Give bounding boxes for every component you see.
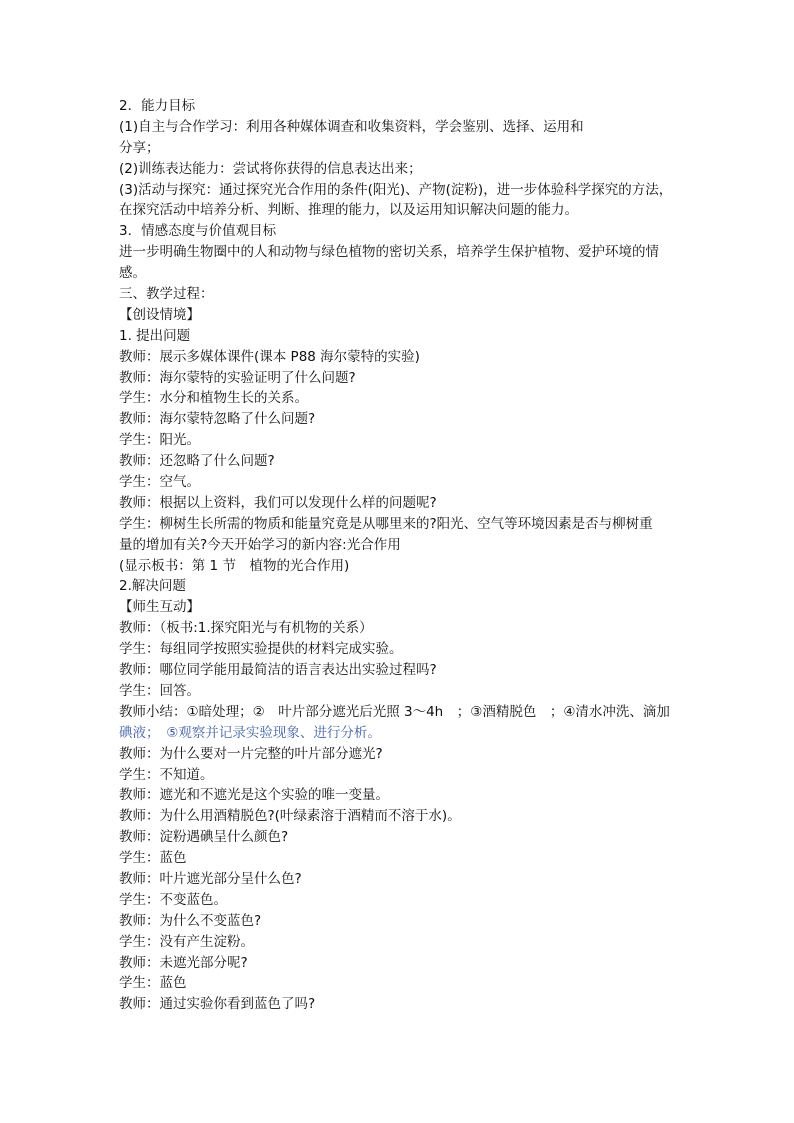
text-line: (3)活动与探究：通过探究光合作用的条件(阳光)、产物(淀粉)，进一步体验科学探究的方法， — [119, 181, 673, 198]
text-line: 感。 — [119, 265, 146, 282]
text-line: 在探究活动中培养分析、判断、推理的能力，以及运用知识解决问题的能力。 — [119, 202, 578, 219]
text-line: 教师：展示多媒体课件(课本 P88 海尔蒙特的实验) — [119, 348, 420, 365]
text-line: 教师：哪位同学能用最简洁的语言表达出实验过程吗? — [119, 662, 437, 679]
text-line: 学生：蓝色 — [119, 850, 187, 867]
text-line: 分享； — [119, 139, 160, 156]
text-line: 【创设情境】 — [119, 306, 200, 323]
text-line: 教师：海尔蒙特的实验证明了什么问题? — [119, 369, 356, 386]
text-line: 量的增加有关?今天开始学习的新内容:光合作用 — [119, 536, 401, 553]
text-line: 进一步明确生物圈中的人和动物与绿色植物的密切关系，培养学生保护植物、爱护环境的情 — [119, 244, 659, 261]
text-line: 三、教学过程： — [119, 286, 214, 303]
text-line: 教师：为什么要对一片完整的叶片部分遮光? — [119, 745, 383, 762]
text-line: (1)自主与合作学习：利用各种媒体调查和收集资料，学会鉴别、选择、运用和 — [119, 118, 584, 135]
text-line: 教师：遮光和不遮光是这个实验的唯一变量。 — [119, 787, 389, 804]
document-body — [119, 96, 679, 1015]
text-line: 2．能力目标 — [119, 98, 196, 114]
text-line: 【师生互动】 — [119, 599, 200, 616]
text-line: 3．情感态度与价值观目标 — [119, 223, 277, 240]
text-line: 学生：不变蓝色。 — [119, 891, 227, 908]
text-line: 学生：每组同学按照实验提供的材料完成实验。 — [119, 641, 403, 658]
text-line: 教师：淀粉遇碘呈什么颜色? — [119, 829, 289, 846]
text-line: 教师：通过实验你看到蓝色了吗? — [119, 996, 316, 1013]
text-line: 教师小结：①暗处理；② 叶片部分遮光后光照 3～4h ；③酒精脱色 ；④清水冲洗、滴加 — [119, 703, 670, 720]
text-line: 学生：蓝色 — [119, 975, 187, 992]
text-line: 教师：叶片遮光部分呈什么色? — [119, 870, 302, 887]
text-line: 教师：根据以上资料，我们可以发现什么样的问题呢? — [119, 494, 437, 511]
text-line: 教师：（板书:1.探究阳光与有机物的关系） — [119, 620, 373, 637]
text-line: 2.解决问题 — [119, 578, 186, 595]
text-line: 学生：没有产生淀粉。 — [119, 933, 254, 950]
text-line: 教师：还忽略了什么问题? — [119, 453, 275, 470]
text-line: 教师：海尔蒙特忽略了什么问题? — [119, 411, 316, 428]
text-line: 学生：空气。 — [119, 474, 200, 491]
text-line: 学生：柳树生长所需的物质和能量究竟是从哪里来的?阳光、空气等环境因素是否与柳树重 — [119, 515, 653, 532]
text-line: (2)训练表达能力：尝试将你获得的信息表达出来； — [119, 160, 422, 177]
text-line: 碘液； ⑤观察并记录实验现象、进行分析。 — [119, 724, 381, 741]
text-line: 教师：未遮光部分呢? — [119, 954, 248, 971]
text-line: (显示板书：第 1 节 植物的光合作用) — [119, 557, 350, 574]
text-line: 1. 提出问题 — [119, 327, 191, 344]
text-line: 教师：为什么用酒精脱色?(叶绿素溶于酒精而不溶于水)。 — [119, 808, 461, 825]
text-line: 学生：不知道。 — [119, 766, 214, 783]
text-line: 教师：为什么不变蓝色? — [119, 912, 262, 929]
text-line: 学生：水分和植物生长的关系。 — [119, 390, 308, 407]
text-line: 学生：阳光。 — [119, 432, 200, 449]
text-line: 学生：回答。 — [119, 682, 200, 699]
